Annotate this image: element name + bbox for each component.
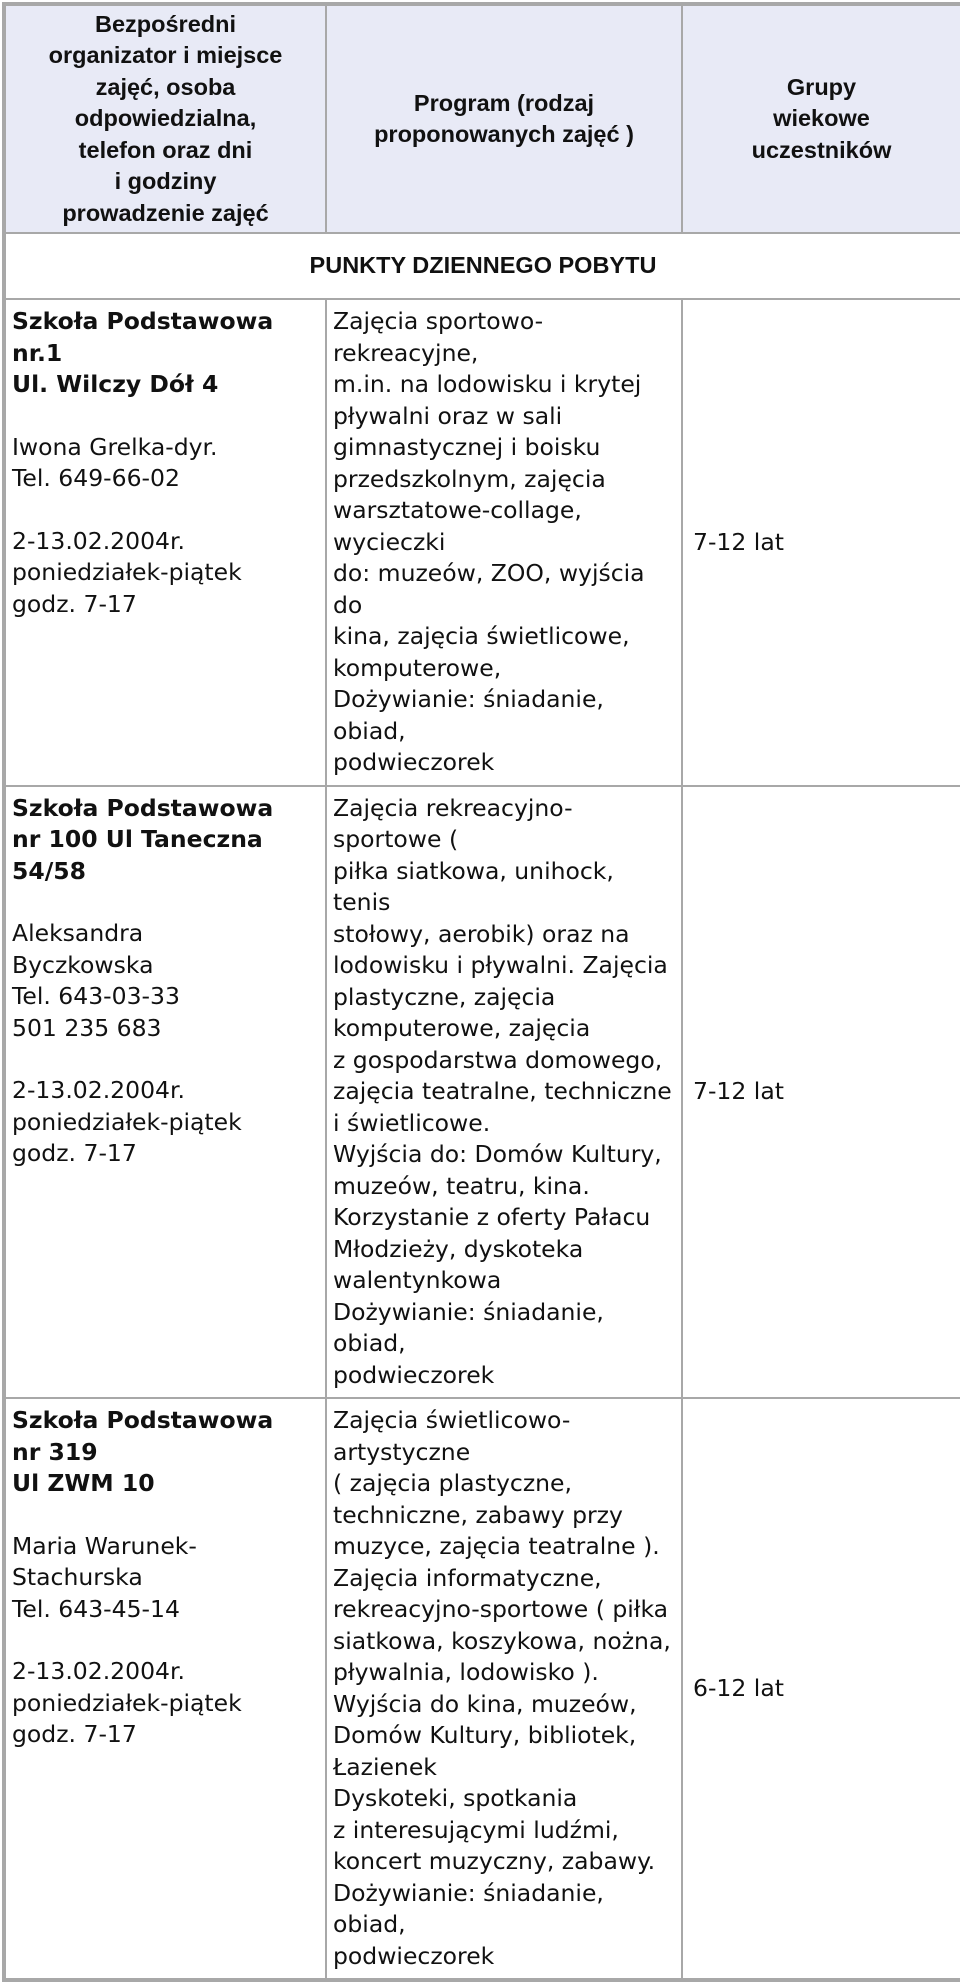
- table-row: [5, 786, 960, 1399]
- school-name: Szkoła Podstawowa nr.1 Ul. Wilczy Dół 4: [12, 307, 274, 398]
- activities-table: [2, 2, 960, 1982]
- age-group-cell: 6-12 lat: [682, 1398, 960, 1979]
- school-name: Szkoła Podstawowa nr 100 Ul Taneczna 54/58: [12, 793, 274, 885]
- contact-person: Iwona Grelka-dyr. Tel. 649-66-02: [12, 432, 218, 492]
- organizer-cell: [5, 1398, 326, 1979]
- school-name: Szkoła Podstawowa nr 319 Ul ZWM 10: [12, 1406, 274, 1497]
- age-group-cell: 7-12 lat: [682, 786, 960, 1399]
- program-cell: [326, 299, 682, 786]
- section-title: PUNKTY DZIENNEGO POBYTU: [5, 233, 960, 299]
- header-organizer: Bezpośredni organizator i miejsce zajęć, osoba odpowiedzialna, telefon oraz dni i godziny prowadzenie zajęć: [5, 5, 326, 233]
- program-text: Zajęcia świetlicowo-artystyczne ( zajęcia plastyczne, techniczne, zabawy przy muzyce, zajęcia teatralne ). Zajęcia informatyczne, rekreacyjno-sportowe ( piłka siatkowa, koszykowa, nożna, pływalnia, lodowisko ). Wyjścia do kina, muzeów, Domów Kultury, bibliotek, Łazienek Dyskoteki, spotkania z interesującymi ludźmi, koncert muzyczny, zabawy. Dożywianie: śniadanie, obiad, podwieczorek: [333, 1406, 671, 1970]
- schedule-info: 2-13.02.2004r. poniedziałek-piątek godz. 7-17: [12, 1657, 242, 1748]
- age-group-cell: 7-12 lat: [682, 299, 960, 786]
- contact-person: Maria Warunek- Stachurska Tel. 643-45-14: [12, 1531, 197, 1623]
- header-row: [5, 5, 960, 233]
- schedule-info: 2-13.02.2004r. poniedziałek-piątek godz. 7-17: [12, 1076, 242, 1167]
- program-text: Zajęcia sportowo-rekreacyjne, m.in. na lodowisku i krytej pływalni oraz w sali gimnastycznej i boisku przedszkolnym, zajęcia warsztatowe-collage, wycieczki do: muzeów, ZOO, wyjścia do kina, zajęcia świetlicowe, komputerowe, Dożywianie: śniadanie, obiad, podwieczorek: [333, 307, 645, 776]
- schedule-info: 2-13.02.2004r. poniedziałek-piątek godz. 7-17: [12, 526, 242, 618]
- table-row: [5, 299, 960, 786]
- organizer-cell: [5, 299, 326, 786]
- organizer-cell: [5, 786, 326, 1399]
- program-text: Zajęcia rekreacyjno-sportowe ( piłka siatkowa, unihock, tenis stołowy, aerobik) oraz na lodowisku i pływalni. Zajęcia plastyczne, zajęcia komputerowe, zajęcia z gospodarstwa domowego, zajęcia teatralne, techniczne i świetlicowe. Wyjścia do: Domów Kultury, muzeów, teatru, kina. Korzystanie z oferty Pałacu Młodzieży, dyskoteka walentynkowa Dożywianie: śniadanie, obiad, podwieczorek: [333, 793, 672, 1389]
- program-cell: [326, 1398, 682, 1979]
- program-cell: [326, 786, 682, 1399]
- section-row: [5, 233, 960, 299]
- header-age-groups: Grupy wiekowe uczestników: [682, 5, 960, 233]
- header-program: Program (rodzaj proponowanych zajęć ): [326, 5, 682, 233]
- contact-person: Aleksandra Byczkowska Tel. 643-03-33 501 235 683: [12, 919, 180, 1042]
- table-row: [5, 1398, 960, 1979]
